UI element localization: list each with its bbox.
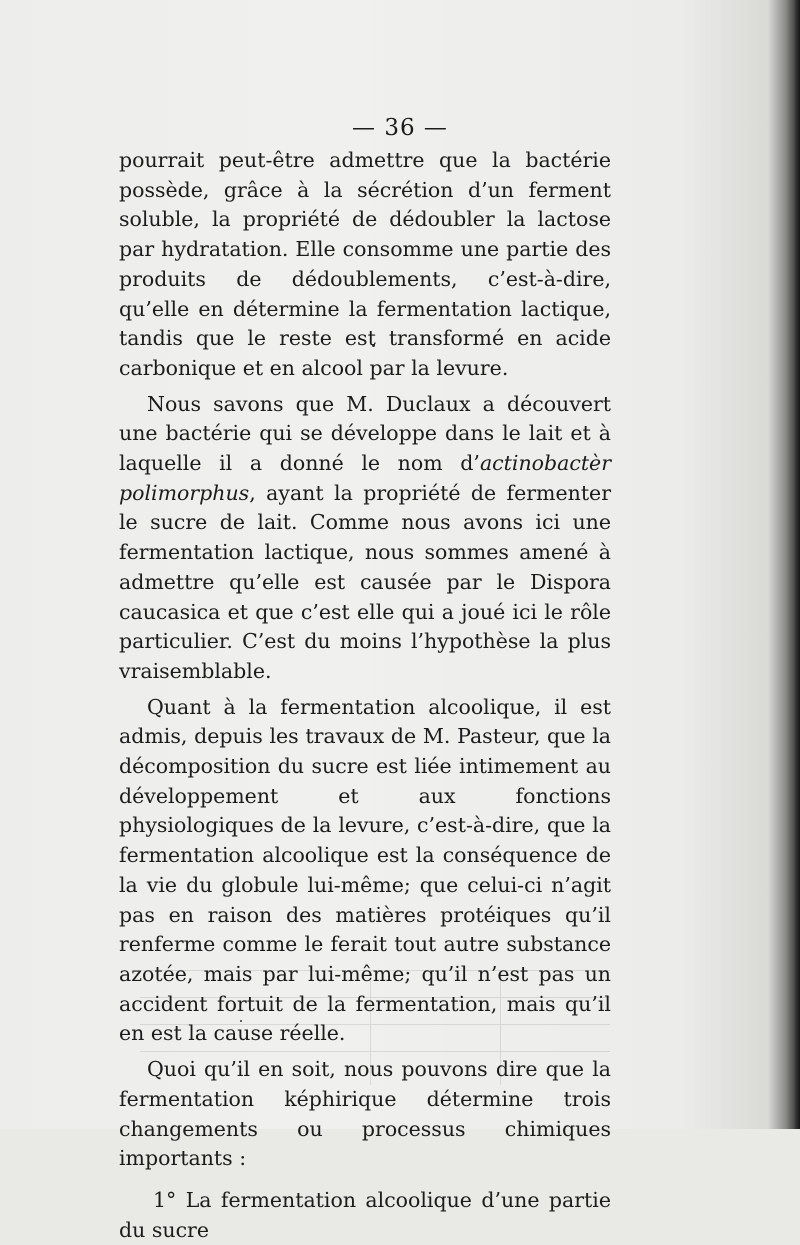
- species-name: actinobactèr polimorphus: [119, 451, 611, 505]
- page-number: — 36 —: [352, 115, 448, 141]
- list-item-first-process: 1° La fermentation alcoolique d’une partie du sucre: [119, 1187, 611, 1242]
- body-text: [119, 146, 611, 1245]
- page-binding-shadow: [786, 0, 800, 1129]
- paragraph-alcoholic-fermentation: Quant à la fermentation alcoolique, il est admis, depuis les travaux de M. Pasteur, que la décomposition du sucre est liée intimement au développement et aux fonctions physiologiques de la levure, c’est-à-dire, que la fermentation alcoolique est la conséquence de la vie du globule lui-même; que celui-ci n’agit pas en raison des matières protéiques qu’il renferme comme le ferait tout autre substance azotée, mais par lui-même; qu’il n’est pas un accident fortuit de la fermentation, mais qu’il en est la cause réelle.: [119, 694, 611, 1046]
- paragraph-duclaux-start: Nous savons que M. Duclaux a découvert une bactérie qui se développe dans le lait et à laquelle il a donné le nom d’: [119, 391, 611, 476]
- paragraph-duclaux-end: , ayant la propriété de fermenter le sucre de lait. Comme nous avons ici une fermentation lactique, nous sommes amené à admettre qu’elle est causée par le Dispora caucasica et que c’est elle qui a joué ici le rôle particulier. C’est du moins l’hypothèse la plus vraisemblable.: [119, 480, 611, 683]
- paragraph-duclaux: [119, 390, 611, 687]
- paragraph-kephir-processes: Quoi qu’il en soit, nous pouvons dire que la fermentation képhirique détermine trois changements ou processus chimiques importants :: [119, 1057, 611, 1171]
- paragraph-continuation: pourrait peut-être admettre que la bactérie possède, grâce à la sécrétion d’un ferment soluble, la propriété de dédoubler la lactose par hydratation. Elle consomme une partie des produits de dédoublements, c’est-à-dire, qu’elle en détermine la fermentation lactique, tandis que le reste est transformé en acide carbonique et en alcool par la levure.: [119, 148, 611, 380]
